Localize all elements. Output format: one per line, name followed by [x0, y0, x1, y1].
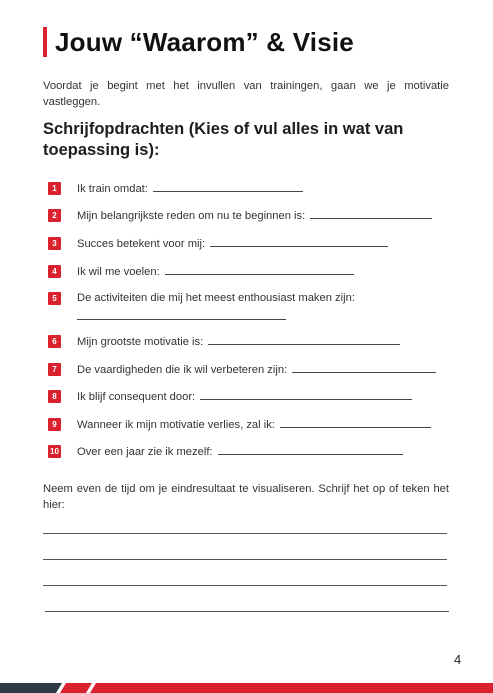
prompt-item [48, 388, 412, 406]
number-badge: 5 [48, 292, 61, 305]
writing-line[interactable] [43, 559, 447, 560]
prompt-label: Mijn belangrijkste reden om nu te beginnen is: [77, 210, 306, 222]
answer-line[interactable] [77, 309, 286, 320]
prompt-item [48, 361, 436, 379]
footer-stripe [0, 683, 493, 693]
prompt-label: Ik wil me voelen: [77, 266, 160, 278]
footer-dark-band [0, 683, 62, 693]
answer-line[interactable] [210, 235, 388, 247]
answer-line[interactable] [208, 333, 400, 345]
page-number: 4 [454, 652, 462, 667]
title-accent-bar [43, 27, 47, 57]
number-badge: 7 [48, 363, 61, 376]
prompt-label: Mijn grootste motivatie is: [77, 336, 204, 348]
prompt-item [48, 443, 403, 461]
footer-red-band [90, 683, 493, 693]
prompt-item [48, 180, 303, 198]
prompt-label: Succes betekent voor mij: [77, 238, 206, 250]
prompt-item [48, 290, 355, 320]
answer-line[interactable] [218, 443, 403, 455]
intro-paragraph: Voordat je begint met het invullen van trainingen, gaan we je motivatie vastleggen. [43, 80, 449, 108]
writing-line[interactable] [43, 533, 447, 534]
page-title-block [43, 26, 354, 58]
prompt-item [48, 333, 400, 351]
prompt-label: Ik train omdat: [77, 183, 148, 195]
writing-line[interactable] [43, 585, 447, 586]
prompt-label: Ik blijf consequent door: [77, 391, 196, 403]
prompt-item [48, 416, 431, 434]
prompt-label: De activiteiten die mij het meest enthousiast maken zijn: [77, 292, 355, 304]
prompt-item [48, 235, 388, 253]
number-badge: 8 [48, 390, 61, 403]
number-badge: 1 [48, 182, 61, 195]
visualize-instruction: Neem even de tijd om je eindresultaat te visualiseren. Schrijf het op of teken het hier: [43, 483, 449, 511]
page-title: Jouw “Waarom” & Visie [55, 26, 354, 57]
writing-line[interactable] [45, 611, 449, 612]
number-badge: 9 [48, 418, 61, 431]
number-badge: 10 [48, 445, 61, 458]
section-heading: Schrijfopdrachten (Kies of vul alles in wat van toepassing is): [43, 120, 404, 159]
prompt-label: Over een jaar zie ik mezelf: [77, 446, 213, 458]
number-badge: 2 [48, 209, 61, 222]
number-badge: 3 [48, 237, 61, 250]
prompt-label: Wanneer ik mijn motivatie verlies, zal ik: [77, 419, 275, 431]
answer-line[interactable] [153, 180, 303, 192]
answer-line[interactable] [292, 361, 436, 373]
answer-line[interactable] [280, 416, 431, 428]
prompt-label: De vaardigheden die ik wil verbeteren zijn: [77, 364, 288, 376]
prompt-item [48, 207, 432, 225]
answer-line[interactable] [310, 207, 432, 219]
number-badge: 4 [48, 265, 61, 278]
number-badge: 6 [48, 335, 61, 348]
answer-line[interactable] [165, 263, 354, 275]
footer-accent-slash [60, 683, 92, 693]
prompt-item [48, 263, 354, 281]
answer-line[interactable] [200, 388, 412, 400]
